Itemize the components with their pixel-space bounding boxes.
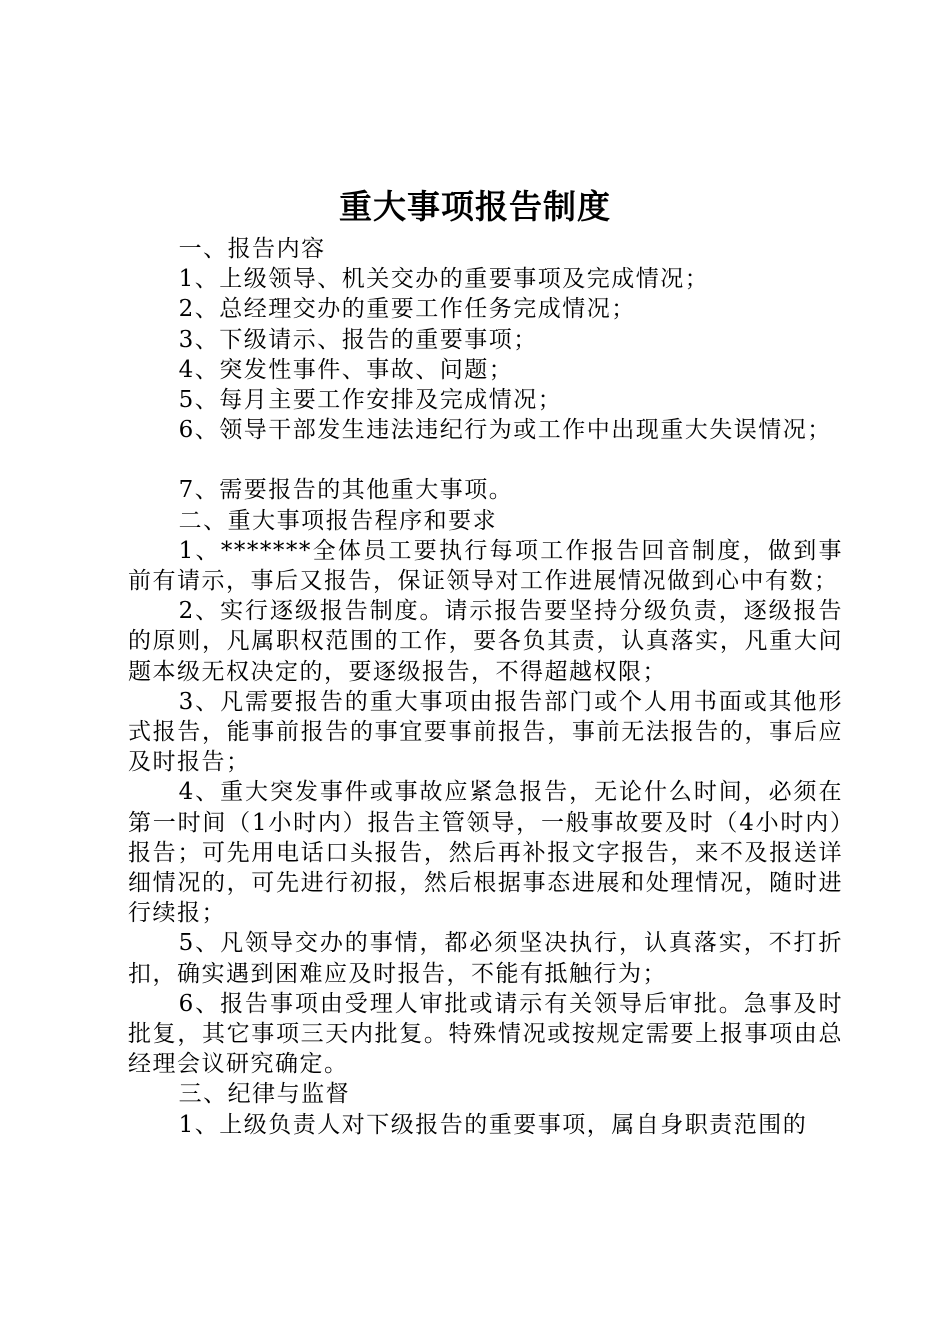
list-item: 4、突发性事件、事故、问题； (178, 356, 514, 383)
section-heading-2: 二、重大事项报告程序和要求 (178, 507, 498, 534)
list-item: 3、下级请示、报告的重要事项； (178, 326, 538, 353)
section-heading-1: 一、报告内容 (178, 236, 326, 262)
list-item: 2、实行逐级报告制度。请示报告要坚持分级负责，逐级报告的原则，凡属职权范围的工作，要各负其责，认真落实，凡重大问题本级无权决定的，要逐级报告，不得超越权限； (128, 598, 843, 685)
list-item: 1、上级负责人对下级报告的重要事项，属自身职责范围的 (178, 1111, 808, 1138)
list-item: 1、*******全体员工要执行每项工作报告回音制度，做到事前有请示，事后又报告，保证领导对工作进展情况做到心中有数； (128, 537, 843, 595)
section-heading-3: 三、纪律与监督 (178, 1081, 351, 1108)
list-item: 6、报告事项由受理人审批或请示有关领导后审批。急事及时批复，其它事项三天内批复。特殊情况或按规定需要上报事项由总经理会议研究确定。 (128, 990, 843, 1078)
list-item: 3、凡需要报告的重大事项由报告部门或个人用书面或其他形式报告，能事前报告的事宜要事前报告，事前无法报告的，事后应及时报告； (128, 688, 843, 776)
list-item: 5、凡领导交办的事情，都必须坚决执行，认真落实，不打折扣，确实遇到困难应及时报告，不能有抵触行为； (128, 930, 843, 987)
list-item: 4、重大突发事件或事故应紧急报告，无论什么时间，必须在第一时间（1小时内）报告主管领导，一般事故要及时（4小时内）报告；可先用电话口头报告，然后再补报文字报告，来不及报送详细情况的，可先进行初报，然后根据事态进展和处理情况，随时进行续报； (128, 779, 843, 927)
list-item: 5、每月主要工作安排及完成情况； (178, 387, 563, 414)
list-item: 2、总经理交办的重要工作任务完成情况； (178, 296, 636, 323)
list-item: 7、需要报告的其他重大事项。 (178, 477, 514, 504)
document-body (128, 234, 843, 1140)
document-title: 重大事项报告制度 (339, 187, 611, 226)
list-item: 6、领导干部发生违法违纪行为或工作中出现重大失误情况； (178, 417, 832, 444)
list-item: 1、上级领导、机关交办的重要事项及完成情况； (178, 266, 710, 293)
